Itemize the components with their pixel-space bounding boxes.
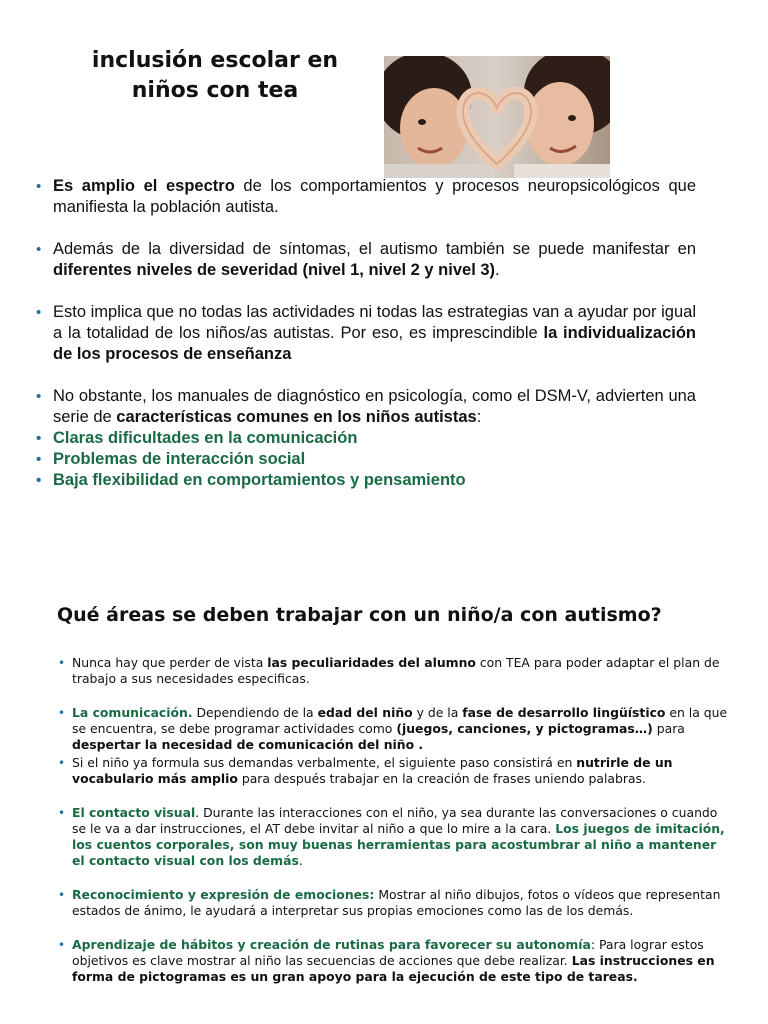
emphasis-text: Es amplio el espectro <box>53 177 244 195</box>
body-text: para <box>652 721 685 736</box>
emphasis-text: Los juegos de imitación, los cuentos corporales, son muy buenas herramientas para acostumbrar al niño a mantener el contacto visual con los demás <box>72 821 725 868</box>
body-text: : <box>476 408 482 426</box>
characteristic-item: • Problemas de interacción social <box>34 449 696 470</box>
body-text: para después trabajar en la creación de frases uniendo palabras. <box>237 771 646 786</box>
body-text: . <box>298 853 303 868</box>
body-text: de los comportamientos y procesos neuropsicológicos que manifiesta la población autista. <box>53 177 696 216</box>
emphasis-text: la individualización de los procesos de enseñanza <box>53 324 696 363</box>
emphasis-text: (juegos, canciones, y pictogramas…) <box>396 721 653 736</box>
children-heart-photo <box>384 56 610 178</box>
characteristic-item: • Claras dificultades en la comunicación <box>34 428 696 449</box>
body-text: Esto implica que no todas las actividades ni todas las estrategias van a ayudar por igual a la totalidad de los niños/as autistas. Por eso, es imprescindible <box>53 303 696 342</box>
list-item <box>34 239 696 281</box>
body-text: Dependiendo de la <box>192 705 318 720</box>
list-item <box>56 755 728 787</box>
emphasis-text: características comunes en los niños autistas <box>116 408 477 426</box>
body-text: Además de la diversidad de síntomas, el autismo también se puede manifestar en <box>53 240 696 258</box>
list-item <box>56 937 728 985</box>
list-item <box>34 302 696 365</box>
body-text: y de la <box>412 705 463 720</box>
list-item <box>56 655 728 687</box>
section-heading: Qué áreas se deben trabajar con un niño/a con autismo? <box>57 604 662 626</box>
emphasis-text: La comunicación. <box>72 705 193 720</box>
list-item <box>56 705 728 753</box>
emphasis-text: las peculiaridades del alumno <box>267 655 476 670</box>
body-text: : Para lograr estos objetivos es clave mostrar al niño las secuencias de acciones que debe realizar. <box>72 937 704 968</box>
body-text: con TEA para poder adaptar el plan de trabajo a sus necesidades especificas. <box>72 655 720 686</box>
emphasis-text: Aprendizaje de hábitos y creación de rutinas para favorecer su autonomía <box>72 937 591 952</box>
emphasis-text: edad del niño <box>317 705 413 720</box>
main-points-list <box>34 176 696 491</box>
body-text: en la que se encuentra, se debe programar actividades como <box>72 705 728 736</box>
emphasis-text: Reconocimiento y expresión de emociones: <box>72 887 375 902</box>
emphasis-text: fase de desarrollo lingüístico <box>462 705 666 720</box>
work-areas-list <box>56 655 728 985</box>
children-heart-hands-icon <box>384 56 610 178</box>
list-item <box>34 386 696 428</box>
body-text: . <box>495 261 500 279</box>
emphasis-text: nutrirle de un vocabulario más amplio <box>72 755 673 786</box>
list-item <box>34 176 696 218</box>
list-item <box>56 805 728 869</box>
body-text: Si el niño ya formula sus demandas verbalmente, el siguiente paso consistirá en <box>72 755 577 770</box>
emphasis-text: El contacto visual <box>72 805 196 820</box>
body-text: No obstante, los manuales de diagnóstico en psicología, como el DSM-V, advierten una serie de <box>53 387 696 426</box>
body-text: . Durante las interacciones con el niño, ya sea durante las conversaciones o cuando se le va a dar instrucciones, el AT debe invitar al niño a que lo mire a la cara. <box>72 805 718 836</box>
body-text: Nunca hay que perder de vista <box>72 655 268 670</box>
page-title: inclusión escolar en niños con tea <box>91 48 339 103</box>
emphasis-text: despertar la necesidad de comunicación del niño . <box>72 737 424 752</box>
emphasis-text: Las instrucciones en forma de pictogramas es un gran apoyo para la ejecución de este tipo de tareas. <box>72 953 715 984</box>
emphasis-text: diferentes niveles de severidad (nivel 1, nivel 2 y nivel 3) <box>53 261 496 279</box>
body-text: Mostrar al niño dibujos, fotos o vídeos que representan estados de ánimo, le ayudará a interpretar sus propias emociones como las de los demás. <box>72 887 721 918</box>
characteristic-item: • Baja flexibilidad en comportamientos y pensamiento <box>34 470 696 491</box>
list-item <box>56 887 728 919</box>
